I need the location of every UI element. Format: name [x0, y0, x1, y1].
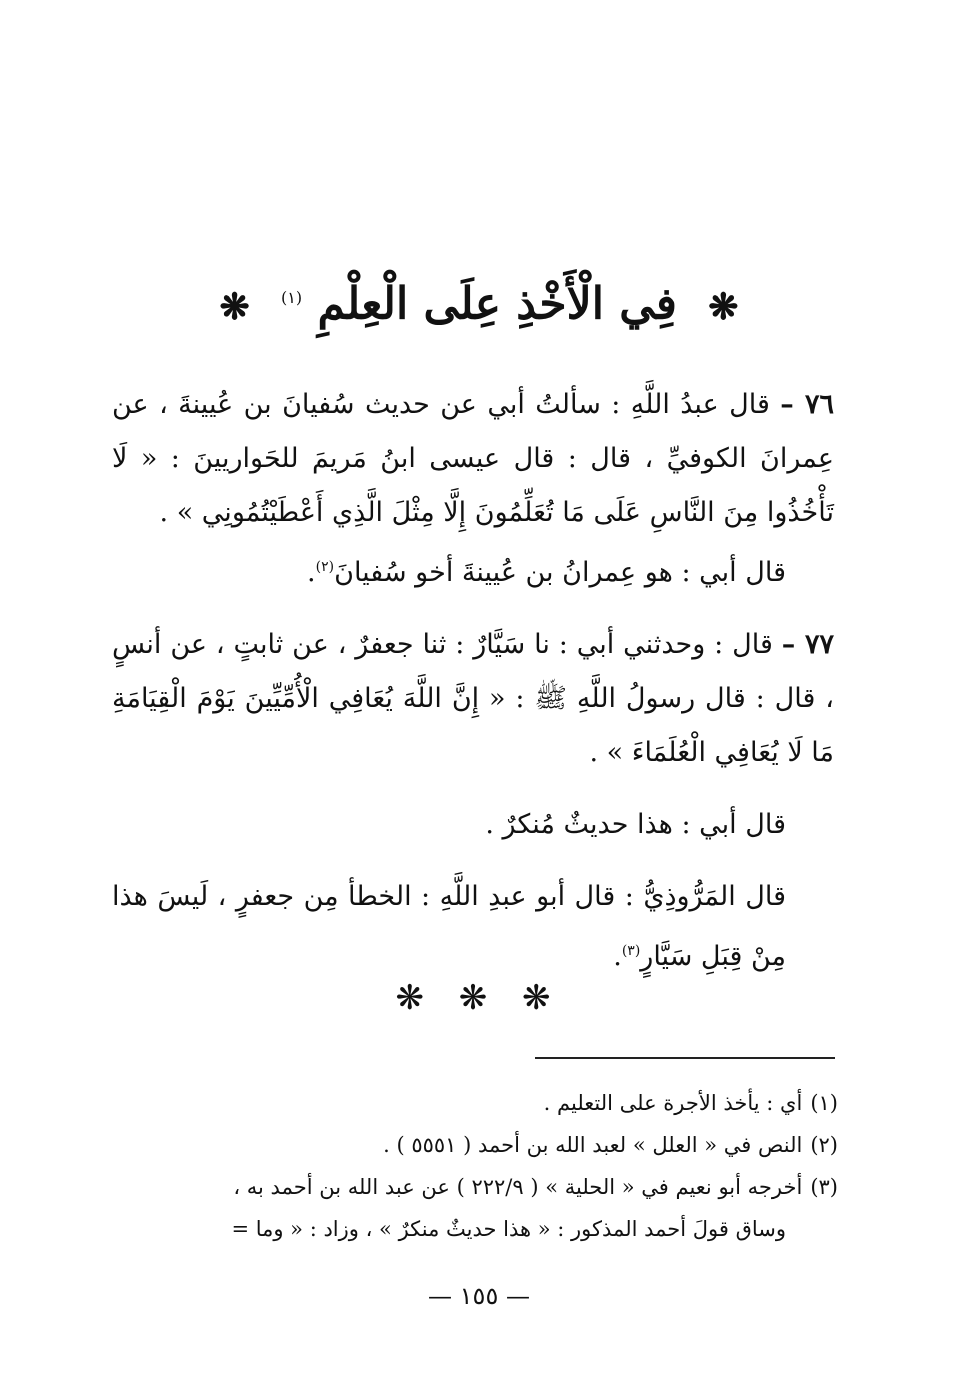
- section-separator: ❋ ❋ ❋: [395, 978, 563, 1018]
- sentence-end: .: [307, 557, 316, 588]
- footnote-number: (٢): [810, 1133, 838, 1157]
- sentence-end: .: [613, 941, 622, 972]
- title-footnote-ref: (١): [281, 288, 303, 307]
- comment-paragraph: [112, 540, 834, 600]
- chapter-title: [0, 258, 958, 347]
- footnote-2: [112, 1124, 838, 1166]
- comment-paragraph: [112, 870, 834, 984]
- page-number: — ١٥٥ —: [428, 1282, 530, 1310]
- footnote-divider: [535, 1057, 835, 1059]
- footnotes: [112, 1082, 838, 1250]
- footnote-text: النص في « العلل » لعبد الله بن أحمد ( ٥٥٥١ ) .: [383, 1133, 803, 1157]
- title-ornament-left: ❋: [219, 285, 250, 328]
- comment-text: قال أبي : هذا حديثٌ مُنكرٌ .: [485, 809, 786, 840]
- hadith-77: [112, 618, 834, 780]
- hadith-76: [112, 378, 834, 540]
- footnote-3: [112, 1166, 838, 1208]
- footnote-text: أخرجه أبو نعيم في « الحلية » ( ٢٢٢/٩ ) عن عبد الله بن أحمد به ،: [233, 1175, 803, 1199]
- footnote-ref: (٢): [315, 559, 335, 575]
- hadith-number: ٧٦ –: [780, 389, 834, 420]
- footnote-ref: (٣): [621, 943, 641, 959]
- footnote-number: (١): [810, 1091, 838, 1115]
- footnote-text: وساق قولَ أحمد المذكور : « هذا حديثٌ منكرٌ » ، وزاد : « وما =: [231, 1217, 786, 1241]
- footnote-3-continued: [112, 1208, 838, 1250]
- comment-text: قال أبي : هو عِمرانُ بن عُيينةَ أخو سُفيانَ: [334, 557, 786, 588]
- hadith-text: قال : وحدثني أبي : نا سَيَّارٌ : ثنا جعفرٌ ، عن ثابتٍ ، عن أنسٍ ، قال : قال رسولُ اللَّهِ ﷺ : « إِنَّ اللَّهَ يُعَافِي الْأُمِّيِّينَ يَوْمَ الْقِيَامَةِ مَا لَا يُعَافِي الْعُلَمَاءَ » .: [112, 629, 834, 768]
- comment-text: قال المَرُّوذِيُّ : قال أبو عبدِ اللَّهِ : الخطأ مِن جعفرٍ ، لَيسَ هذا مِنْ قِبَلِ سَيَّارٍ: [112, 881, 786, 972]
- title-ornament-right: ❋: [708, 285, 739, 328]
- footnote-1: [112, 1082, 838, 1124]
- footnote-number: (٣): [810, 1175, 838, 1199]
- hadith-number: ٧٧ –: [781, 629, 834, 660]
- main-text: [112, 378, 834, 984]
- comment-paragraph: [112, 798, 834, 852]
- hadith-text: قال عبدُ اللَّهِ : سألتُ أبي عن حديث سُفيانَ بن عُيينةَ ، عن عِمرانَ الكوفيِّ ، قال : قال عيسى ابنُ مَريمَ للحَواريينَ : « لَا تَأْخُذُوا مِنَ النَّاسِ عَلَى مَا تُعَلِّمُونَ إِلَّا مِثْلَ الَّذِي أَعْطَيْتُمُونِي » .: [112, 389, 834, 528]
- chapter-title-text: فِي الْأَخْذِ عِلَى الْعِلْمِ: [317, 278, 677, 330]
- footnote-text: أي : يأخذ الأجرة على التعليم .: [543, 1091, 803, 1115]
